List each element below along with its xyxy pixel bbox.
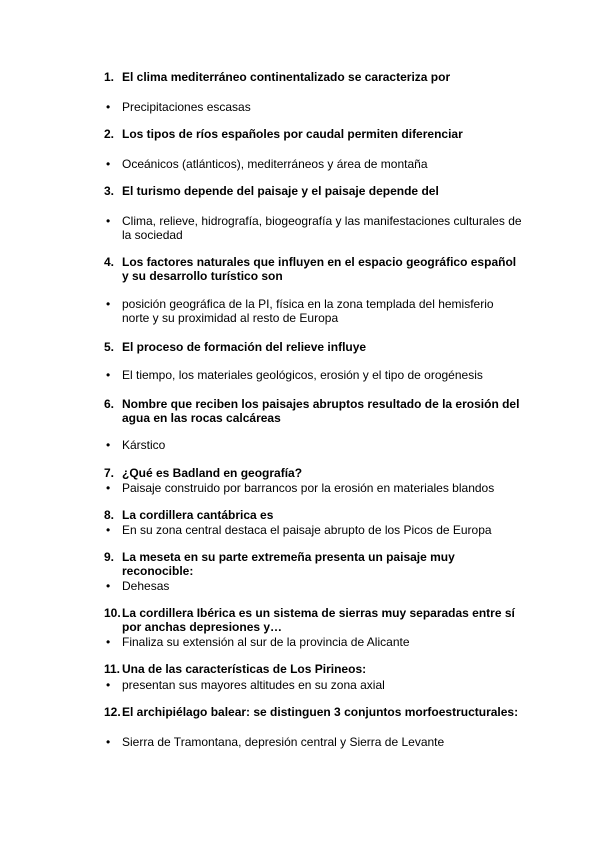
question-number: 10. [104, 606, 121, 620]
question [104, 397, 520, 425]
answer-text: Dehesas [122, 579, 170, 593]
answer-text: Sierra de Tramontana, depresión central y Sierra de Levante [122, 735, 445, 749]
question [104, 662, 520, 676]
answer [104, 214, 524, 242]
question [104, 606, 520, 634]
question-text: Los tipos de ríos españoles por caudal permiten diferenciar [122, 127, 463, 141]
question [104, 70, 520, 84]
question-number: 3. [104, 184, 115, 198]
answer [104, 297, 524, 325]
bullet-icon: • [106, 438, 111, 452]
bullet-icon: • [106, 297, 111, 311]
answer-text: Finaliza su extensión al sur de la provincia de Alicante [122, 635, 410, 649]
question-number: 7. [104, 466, 115, 480]
bullet-icon: • [106, 481, 111, 495]
answer-text: En su zona central destaca el paisaje abrupto de los Picos de Europa [122, 523, 492, 537]
question-text: El clima mediterráneo continentalizado se caracteriza por [122, 70, 451, 84]
answer-text: El tiempo, los materiales geológicos, erosión y el tipo de orogénesis [122, 368, 483, 382]
question-text: Una de las características de Los Pirineos: [122, 662, 367, 676]
question-number: 1. [104, 70, 115, 84]
answer [104, 368, 524, 382]
question-text: La meseta en su parte extremeña presenta un paisaje muy reconocible: [122, 550, 455, 578]
answer-text: Kárstico [122, 438, 166, 452]
answer [104, 678, 524, 692]
question-number: 9. [104, 550, 115, 564]
question-number: 2. [104, 127, 115, 141]
question-number: 6. [104, 397, 115, 411]
bullet-icon: • [106, 214, 111, 228]
answer [104, 523, 524, 537]
question [104, 340, 520, 354]
question-text: Los factores naturales que influyen en el espacio geográfico español y su desarrollo turístico son [122, 255, 517, 283]
question-number: 11. [104, 662, 121, 676]
answer [104, 157, 524, 171]
question-text: El turismo depende del paisaje y el paisaje depende del [122, 184, 439, 198]
bullet-icon: • [106, 100, 111, 114]
question-text: El archipiélago balear: se distinguen 3 conjuntos morfoestructurales: [122, 705, 519, 719]
question [104, 184, 520, 198]
bullet-icon: • [106, 735, 111, 749]
bullet-icon: • [106, 523, 111, 537]
question [104, 127, 520, 141]
answer [104, 735, 524, 749]
question [104, 466, 520, 480]
bullet-icon: • [106, 368, 111, 382]
question-number: 12. [104, 705, 121, 719]
question-text: El proceso de formación del relieve influye [122, 340, 367, 354]
bullet-icon: • [106, 157, 111, 171]
question-number: 8. [104, 508, 115, 522]
answer-text: Clima, relieve, hidrografía, biogeografía y las manifestaciones culturales de la sociedad [122, 214, 522, 242]
question [104, 705, 520, 719]
answer-text: Oceánicos (atlánticos), mediterráneos y área de montaña [122, 157, 428, 171]
bullet-icon: • [106, 579, 111, 593]
answer-text: posición geográfica de la PI, física en la zona templada del hemisferio norte y su proximidad al resto de Europa [122, 297, 494, 325]
answer-text: Precipitaciones escasas [122, 100, 251, 114]
question-number: 4. [104, 255, 115, 269]
answer-text: Paisaje construido por barrancos por la erosión en materiales blandos [122, 481, 495, 495]
bullet-icon: • [106, 635, 111, 649]
question-text: Nombre que reciben los paisajes abruptos resultado de la erosión del agua en las rocas calcáreas [122, 397, 520, 425]
question-text: ¿Qué es Badland en geografía? [122, 466, 303, 480]
question [104, 255, 520, 283]
answer [104, 481, 524, 495]
question [104, 550, 520, 578]
question-number: 5. [104, 340, 115, 354]
answer-text: presentan sus mayores altitudes en su zona axial [122, 678, 385, 692]
answer [104, 438, 524, 452]
answer [104, 579, 524, 593]
answer [104, 635, 524, 649]
answer [104, 100, 524, 114]
bullet-icon: • [106, 678, 111, 692]
question [104, 508, 520, 522]
question-text: La cordillera Ibérica es un sistema de sierras muy separadas entre sí por anchas depresiones y… [122, 606, 515, 634]
question-text: La cordillera cantábrica es [122, 508, 274, 522]
